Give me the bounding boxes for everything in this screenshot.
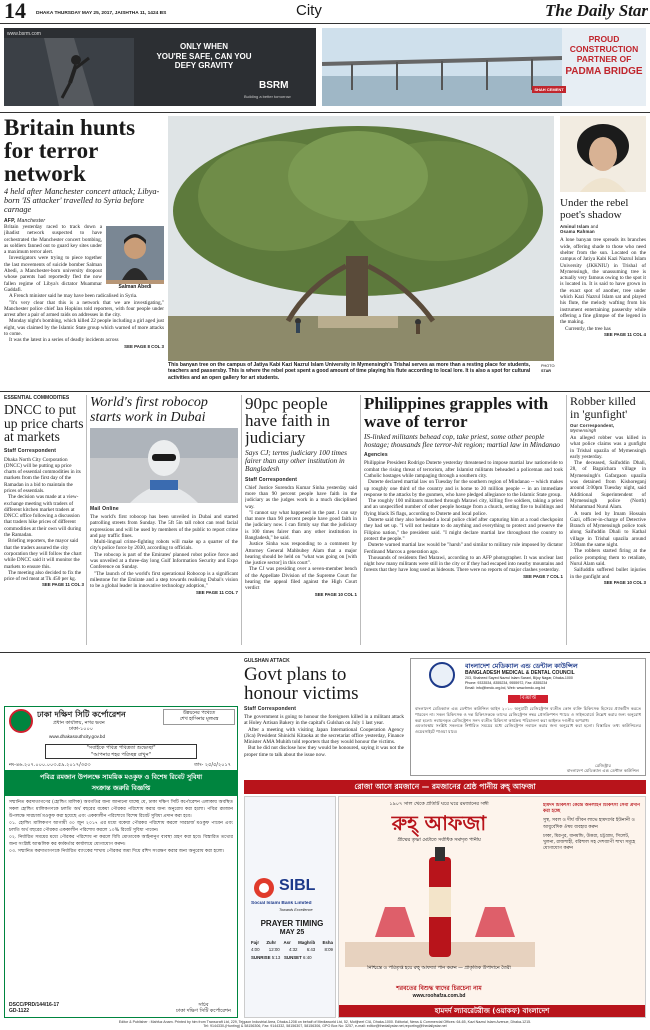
hamdard-clinic-info: হামদর্দ চিকিৎসা কেন্দ্রে অনলাইন চিকিৎসা সেবা প্রদান করা হচ্ছে সুস্থ, সবল ও দীর্ঘ জীবন লাভে হামদর্দের ইউনানী ও আয়ুর্বেদিক ঔষধ ব্যবহার করুন ঢাকা, মিরপুর, ধানমন্ডি, উত্তরা, চট্টগ্রাম, সিলেট, খুলনা, রাজশাহী, বরিশাল সহ দেশব্যাপী শাখা সমূহে যোগাযোগ করুন	[543, 803, 640, 852]
philippines-byline: Agencies	[364, 452, 388, 459]
philippines-deck: IS-linked militants behead cop, take priest, some other people hostage; thousands flee terror-hit region; martial law in Mindanao	[364, 432, 560, 450]
poet-byline-1: Aminul Islam	[560, 224, 590, 229]
imprint-footer: Editor & Publisher : Mahfuz Anam. Printed by him from Transcraft Ltd, 229, Tejgaon Industrial Area, Dhaka-1208 on behalf of Mediaworld Ltd, 52, Motijheel C/A, Dhaka-1000. Editorial, News & Commercial Offices: 64-65, Kazi Nazrul Islam Avenue, Dhaka-1215. Tel: 9144330-(Hunting) & 58156306, Fax: 9144332, 58156307, 58156306, GPO Box No: 3257, e-mail: editor@thedailystar.net,reporting@thedailystar.net	[118, 1020, 532, 1029]
salman-photo	[106, 226, 164, 288]
poet-headline: Under the rebel poet's shadow	[560, 197, 629, 221]
bsrm-tagline: Building a better tomorrow	[244, 94, 291, 99]
bmdc-notice	[410, 658, 646, 776]
judiciary-story	[245, 395, 357, 645]
salman-caption: Salman Abedi	[106, 284, 164, 290]
dscc-title: ঢাকা দক্ষিণ সিটি কর্পোরেশন	[37, 710, 126, 719]
sibl-logo-icon	[253, 877, 275, 899]
dscc-website: www.dhakasouthcity.gov.bd	[49, 734, 106, 739]
hamdard-brand: রুহ্ আফজা	[391, 811, 487, 835]
dscc-emblem-icon	[9, 709, 33, 733]
dscc-motto: "সবাইকে পবিত্র পবিত্রতা শুভেচ্ছা" "আপনার শহর পরিচ্ছন্ন রাখুন"	[45, 744, 197, 759]
poet-byline-3: Osama Rahman	[560, 229, 595, 235]
dncc-body: Dhaka North City Corporation (DNCC) will be putting up price charts of essential commodities in its markets from the first day of the Ramadan in a bid to maintain the prices of essentials. The decision was made at a view-exchange meeting with traders of different kitchen market traders at DNCC office following a discussion that traders hike prices of different commodities at their own will during the Ramadan. Briefing reporters, the mayor said that the traders assured the city corporation they will follow the chart while DNCC said it will monitor the markets to ensure this. The meeting also decided to fix the price of red meat at Tk 450 per kg.	[4, 456, 82, 583]
philippines-jump: SEE PAGE 7 COL 1	[523, 573, 563, 579]
hamdard-ad[interactable]	[338, 796, 646, 1018]
shah-logo: SHAH CEMENT	[532, 86, 566, 93]
bmdc-title-en: BANGLADESH MEDICAL & DENTAL COUNCIL	[465, 670, 575, 676]
bsrm-ad[interactable]	[4, 28, 316, 106]
robocop-story	[90, 395, 238, 645]
judiciary-byline: Staff Correspondent	[245, 476, 298, 483]
hamdard-brand-sub: গ্রীষ্মের তৃষ্ণা মেটাতে সর্বাধিক সমাদৃত পানীয়	[397, 838, 481, 843]
bmdc-email: Email: info@bmdc.org.bd, Web: www.bmdc.org.bd	[465, 686, 546, 690]
banyan-photo	[168, 116, 554, 361]
dscc-subtitle: প্রধান কার্যালয়, নগর ভবন	[53, 720, 105, 726]
dncc-jump: SEE PAGE 11 COL 3	[41, 582, 84, 588]
sibl-ad[interactable]	[244, 796, 336, 1018]
gulshan-body: The government is going to honour the foreigners killed in a militant attack at Holey Artisan Bakery in the capital's Gulshan on July 1 last year. After a meeting with visiting Japan International Cooperation Agency (Jica) President Shinichi Kitaoka at the secretariat office yesterday, Finance Minister AMA Muhith told reporters that they would honour the victims. But he did not disclose how they would be honoured, saying it was not the proper time to talk about the issue now.	[244, 714, 404, 758]
prayer-table: Fajr Zuhr Asr Maghrib Esha 4:00 12:00 4:32 6:43 8:09 SUNRISE 5:13 SUNSET 6:40	[251, 940, 333, 960]
dscc-heading-band: পবিত্র রমজান উপলক্ষে সাময়িক মওকুফ ও বিশেষ রিবেট সুবিধা সংক্রান্ত জরুরি বিজ্ঞপ্তি	[5, 770, 237, 796]
gulshan-story	[244, 658, 404, 768]
philippines-headline: Philippines grapples with wave of terror	[364, 395, 549, 431]
shah-cement-ad[interactable]	[322, 28, 646, 106]
lead-place: Manchester	[17, 218, 46, 224]
lead-jump: SEE PAGE 8 COL 3	[124, 343, 164, 349]
lead-headline: Britain hunts for terror network	[4, 116, 136, 186]
dscc-date: তাং- ২৫/৫/২০১৭	[194, 762, 231, 768]
robber-byline: Our Correspondent,	[570, 423, 615, 428]
judiciary-body: Chief Justice Surendra Kumar Sinha yesterday said more than 90 percent people have faith in the judiciary as the judges work in a much disciplined way. "I cannot say what happened in the past. I can say that more than 90 percent people have good faith in the judiciary now. I can firmly say that the judiciary is 100 times fairer than any other institution in Bangladesh," he said. Justice Sinha was responding to a comment by Attorney General Mahbubey Alam that a major hearing should be held on "what was going on [with the justice sector] in this court". The CJ was presiding over a seven-member bench of the Appellate Division of the Supreme Court for hearing the appeal filed against the High Court verdict	[245, 484, 357, 592]
photo-credit: PHOTO: STAR	[541, 364, 555, 373]
bmdc-body: বাংলাদেশ মেডিক্যাল এন্ড ডেন্টাল কাউন্সিল আইন ২০১০ অনুযায়ী রেজিস্ট্রেশন ব্যতীত কোন ব্যক্তি চিকিৎসক হিসেবে প্র্যাকটিস করতে পারবেন না। সকল চিকিৎসক ও দন্ত চিকিৎসককে তাদের রেজিস্ট্রেশন নম্বর প্রেসক্রিপশন প্যাডে ও সাইনবোর্ডে উল্লেখ করার জন্য অনুরোধ করা হলো। নবায়নকৃত রেজিস্ট্রেশন সনদ ব্যতীত চিকিৎসা কার্যক্রম পরিচালনা করা আইনত দণ্ডনীয় অপরাধ। এমতাবস্থায় সংশ্লিষ্ট সকলকে নির্ধারিত সময়ের মধ্যে রেজিস্ট্রেশন নবায়ন করার জন্য অনুরোধ করা হলো। বিস্তারিত তথ্য কাউন্সিলের ওয়েবসাইটে পাওয়া যাবে।	[415, 706, 641, 735]
robber-body: An alleged robber was killed in what police claims was a gunfight in Trishal upazila of Mymensingh early yesterday. The deceased, Saifuddin Dhali, 28, of Bagaichara village in Mymensingh's Gafargaon upazila was detained from Kishoreganj around 3:00pm Tuesday night, said Additional Superintendent of Mymensingh police (North) Mohammad Nurul Alam. A team led by Imam Hossain Gazi, officer-in-charge of Detective Branch of Mymensingh police took along Saifuddin Dhali to Kathal village in Trishal upazila around 3:00am the same night. The robbers started firing at the police prompting them to retaliate, Nurul Alam said. Saifuddin suffered bullet injuries in the gunfight and	[570, 435, 646, 580]
robber-story	[570, 395, 646, 645]
sibl-tag: Towards Excellence	[279, 908, 313, 912]
dateline: DHAKA THURSDAY MAY 25, 2017, JAISHTHA 11, 1424 BS	[36, 11, 167, 16]
robocop-photo	[90, 428, 238, 503]
banyan-tree-image	[168, 116, 554, 361]
hamdard-banner: রোজা আসে রমজানে — রমজানের শ্রেষ্ঠ পানীয় রুহ্ আফজা	[244, 780, 646, 794]
bsrm-slogan: ONLY WHEN YOU'RE SAFE, CAN YOU DEFY GRAVITY	[156, 42, 252, 70]
prayer-date: MAY 25	[279, 929, 305, 936]
nazrul-portrait	[560, 116, 646, 192]
bmdc-emblem-icon	[429, 662, 455, 688]
lead-deck: 4 held after Manchester concert attack; Libya-born 'IS attacker' travelled to Syria before carnage	[4, 187, 160, 214]
robber-place: Mymensingh	[570, 428, 597, 433]
dscc-ref: নং-৪৬.২০৭.০০০.০০৩.৫৯.২০১৭/৩৫৩	[9, 762, 91, 768]
masthead: The Daily Star	[545, 1, 648, 20]
dscc-footer-right: সচিব ঢাকা দক্ষিণ সিটি কর্পোরেশন	[175, 1002, 231, 1014]
lead-story	[4, 116, 164, 386]
robocop-headline: World's first robocop starts work in Dubai	[90, 395, 208, 425]
gulshan-headline: Govt plans to honour victims	[244, 664, 359, 704]
bridge-illustration	[322, 28, 562, 106]
dscc-notice	[4, 706, 238, 1018]
climber-illustration	[4, 38, 134, 106]
poet-body: A lone banyan tree spreads its branches wide, offering shade to those who need shelter from the sun. Located on the campus of Jatiya Kabi Kazi Nazrul Islam University (JKKNIU) in Trishal of Mymensingh, the unassuming tree is actually very famous owing to the spot it is located in. It is said to have grown in the exact spot of another, tree under which Kazi Nazrul Islam sat and played his flute, the melody wafting from his instrument entertaining passersby while offering a fine glimpse of the legend in the making. Currently, the tree has	[560, 237, 646, 332]
bmdc-sign: রেজিস্ট্রার বাংলাদেশ মেডিক্যাল এন্ড ডেন্টাল কাউন্সিল	[566, 763, 639, 773]
dncc-headline: DNCC to put up price charts at markets	[4, 402, 84, 444]
robber-headline: Robber killed in 'gunfight'	[570, 395, 636, 421]
prayer-title: PRAYER TIMING	[260, 919, 324, 928]
judiciary-headline: 90pc people have faith in judiciary	[245, 395, 330, 447]
robocop-byline: Mail Online	[90, 506, 119, 512]
lead-body: Britain yesterday raced to track down a jihadist network suspected to have orchestrated the Manchester concert bombing, as soldiers fanned out to guard key sites under a maximum terror alert. Investigators were trying to piece together the last movements of suicide bomber Salman Abedi, a Manchester-born university dropout whose parents had reportedly fled the now fallen regime of Libya's dictator Muammar Gaddafi. A French minister said he may have been radicalised in Syria. "It's very clear that this is a network that we are investigating," Manchester police chief Ian Hopkins told reporters, with four people under arrest after a pair of armed raids on addresses in the city. Monday night's bombing, which killed 22 people including a girl aged just eight, was claimed by the Islamic State group which warned of more attacks to come. It was the latest in a series of deadly incidents across	[4, 224, 164, 344]
poet-story	[560, 116, 646, 388]
lead-byline: AFP,	[4, 218, 16, 224]
gulshan-byline: Staff Correspondent	[244, 706, 297, 712]
dncc-story	[4, 395, 84, 645]
hamdard-website: www.roohafza.com.bd	[412, 993, 466, 999]
bsrm-logo: BSRM	[259, 80, 289, 91]
judiciary-jump: SEE PAGE 10 COL 1	[314, 591, 357, 597]
poet-byline-2: and	[590, 224, 599, 229]
philippines-story	[364, 395, 563, 645]
robocop-body: The world's first robocop has been unveiled in Dubai and started patrolling streets from Sunday. The 5ft 5in tall robot can read facial expressions and will be used by members of the public to report crime and pay traffic fines. Multi-lingual crime-fighting robots will make up a quarter of the city's police force by 2030, according to officials. The robocop is part of the Emirates' planned robot police force and was unveiled at a three-day long Gulf Information Security and Expo Conference on Sunday. "The launch of the world's first operational Robocop is a significant milestone for the Emirate and a step towards realising Dubai's vision to be a global leader in innovative technology adoption,"	[90, 514, 238, 590]
dscc-tagline: উন্নয়নের পথেতে শেখ হাসিনার মূলমন্ত্র	[163, 709, 235, 725]
bsrm-url: www.bsrm.com	[7, 31, 41, 37]
dscc-body: সম্মানিত করদাতাগণের (হোল্ডিং মালিক) অবগতির জন্য জানানো যাচ্ছে যে, ঢাকা দক্ষিণ সিটি কর্পোরেশন এলাকায় অবস্থিত সকল হোল্ডিং মালিকগণকে চলতি অর্থ বছরের বকেয়া পৌরকর পরিশোধ করার জন্য অনুরোধ করা হলো। পবিত্র রমজান উপলক্ষে সারচার্জ মওকুফ করা হয়েছে এবং এককালীন পরিশোধে বিশেষ রিবেট সুবিধা প্রদান করা হবে। ০১. হোল্ডিং মালিকগণ আগামী ৩০ জুন ২০১৭ এর মধ্যে বকেয়া পৌরকর পরিশোধ করলে সারচার্জ মওকুফ পাবেন এবং চলতি অর্থ বছরের পৌরকর এককালীন পরিশোধ করলে ১০% রিবেট সুবিধা পাবেন। ০২. নির্ধারিত সময়ের মধ্যে পৌরকর পরিশোধ না করলে বিধি মোতাবেক আইনানুগ ব্যবস্থা গ্রহণ করা হবে। বিস্তারিত তথ্যের জন্য সংশ্লিষ্ট আঞ্চলিক কর কর্মকর্তার কার্যালয়ে যোগাযোগ করুন। ০৩. সম্মানিত করদাতাগণকে নির্ধারিত ব্যাংকের শাখায় পৌরকর জমা দিয়ে রশিদ সংরক্ষণ করার জন্য অনুরোধ করা হলো।	[9, 800, 233, 854]
robber-jump: SEE PAGE 10 COL 3	[603, 579, 646, 585]
hamdard-top-line: ১৯০৭ সাল থেকে প্রতিটি ঘরে ঘরে রমজানের সঙ্গী	[389, 801, 489, 807]
philippines-body: Philippine President Rodrigo Duterte yesterday threatened to impose martial law nationwide to combat the rising threat of terrorism, after Islamist militants beheaded a policeman and took Catholic hostages while rampaging through a southern city. Duterte declared martial law on Tuesday for the southern region of Mindanao -- which makes up roughly one third of the country and is home to 20 million people -- in an immediate response to the attacks by the gunmen, who have pledged allegiance to the Islamic State group. The roughly 100 militants marched through Marawi city, killing five soldiers, taking a priest and an unspecified number of other people hostage from a church, setting fire to buildings and flying black IS flags, according to Duterte and local police. Duterte said they also beheaded a local police chief after capturing him at a road checkpoint they had set up. "I will not hesitate to do anything and everything to protect and preserve the Filipino nation," the president said. "I might declare martial law throughout the country to protect the people." Duterte warned martial law would be "harsh" and similar to military rule imposed by dictator Ferdinand Marcos a generation ago. Thousands of residents fled Marawi, according to an AFP photographer. It was unclear last night how many militants were still in the city or if they had escaped into nearby mountains and forests that they have long used as hideouts. There were no reports of major clashes yesterday.	[364, 460, 563, 574]
hamdard-bottom-text: শরবতের বিশুদ্ধ স্বাদের চিরচেনা নাম	[396, 985, 482, 992]
dncc-kicker: ESSENTIAL COMMODITIES	[4, 395, 70, 401]
judiciary-deck: Says CJ; terms judiciary 100 times fairer than any other institution in Bangladesh	[245, 448, 347, 474]
roohafza-bottles	[345, 847, 535, 967]
page-number: 14	[4, 0, 26, 23]
dscc-footer-left: DSCC/PRD/144/16-17 GD-1122	[9, 1002, 60, 1014]
section-name: City	[296, 2, 322, 19]
poet-jump: SEE PAGE 11 COL 4	[603, 331, 646, 337]
hamdard-mid-text: নিশ্চিন্তে ও পরিতৃপ্ত হয়ে রুহ্ আফজা পান করুন — প্রাকৃতিক উপাদানে তৈরী	[367, 966, 511, 971]
hamdard-footer: হামদর্দ ল্যাবরেটরীজ (ওয়াকফ) বাংলাদেশ	[339, 1005, 645, 1017]
bmdc-contact: Phone: 9333534, 8355234, 9555972, Fax: 8355234	[465, 681, 548, 685]
banyan-caption: This banyan tree on the campus of Jatiya Kabi Kazi Nazrul Islam University in Mymensingh's Trishal serves as more than a resting place for students, teachers and passersby. This is where the rebel poet spent a good amount of time playing his flute according to local lore. It is also a spot for cultural activities and an open gallery for art students.	[168, 362, 531, 381]
bmdc-address: 203, Shaheed Sayed Nazrul Islam Sarani, Bijoy Nagar, Dhaka-1000	[465, 676, 573, 680]
robocop-jump: SEE PAGE 11 COL 7	[195, 589, 238, 595]
gulshan-kicker: GULSHAN ATTACK	[244, 658, 290, 664]
page-header	[0, 0, 650, 24]
shah-message: PROUD CONSTRUCTION PARTNER OF PADMA BRIDGE	[565, 34, 643, 77]
dncc-byline: Staff Correspondent	[4, 447, 57, 454]
sibl-brand: SIBL	[279, 877, 316, 894]
bmdc-title-bn: বাংলাদেশ মেডিক্যাল এন্ড ডেন্টাল কাউন্সিল	[465, 662, 578, 670]
bmdc-notice-label: বিজ্ঞপ্তি	[508, 695, 548, 703]
sibl-name: Social Islami Bank Limited	[251, 901, 312, 906]
dscc-address: ঢাকা-১০০০	[69, 726, 94, 732]
